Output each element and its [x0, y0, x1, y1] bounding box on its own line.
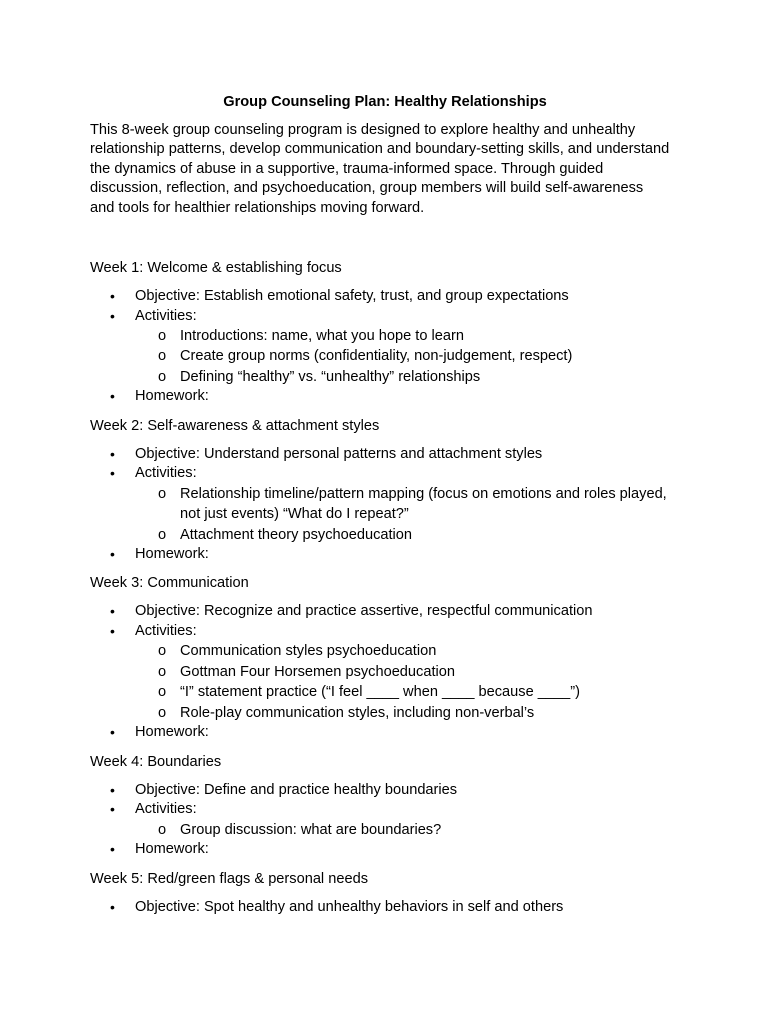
activity-text: Create group norms (confidentiality, non-judgement, respect): [180, 348, 573, 365]
activity-item: [135, 703, 670, 723]
objective-item: [90, 781, 670, 801]
activity-item: [135, 367, 670, 387]
sub-bullet-icon: o: [158, 821, 167, 838]
week-heading: Week 4: Boundaries: [90, 753, 222, 770]
activities-item: [90, 622, 670, 723]
activity-item: [135, 820, 670, 840]
activities-item: [90, 464, 670, 545]
objective-item: [90, 445, 670, 465]
objective-item: [90, 602, 670, 622]
activity-item: [135, 326, 670, 346]
activity-text: Group discussion: what are boundaries?: [180, 821, 442, 838]
week-section: [90, 869, 670, 918]
bullet-icon: •: [110, 465, 115, 482]
bullet-icon: •: [110, 622, 115, 639]
week-heading: Week 5: Red/green flags & personal needs: [90, 870, 368, 887]
activity-text: Attachment theory psychoeducation: [180, 526, 413, 543]
sub-bullet-icon: o: [158, 368, 167, 385]
activity-text: Role-play communication styles, including non-verbal’s: [180, 704, 535, 721]
activity-text: Gottman Four Horsemen psychoeducation: [180, 663, 455, 680]
bullet-icon: •: [110, 545, 115, 562]
objective-text: Objective: Spot healthy and unhealthy behaviors in self and others: [135, 898, 564, 915]
homework-label: Homework:: [135, 545, 209, 562]
objective-item: [90, 898, 670, 918]
sub-bullet-icon: o: [158, 485, 167, 502]
objective-item: [90, 287, 670, 307]
week-list: [90, 602, 670, 742]
objective-text: Objective: Establish emotional safety, trust, and group expectations: [135, 288, 569, 305]
activities-list: [135, 641, 670, 723]
bullet-icon: •: [110, 288, 115, 305]
activities-list: [135, 484, 670, 545]
homework-item: [90, 545, 670, 565]
sub-bullet-icon: o: [158, 643, 167, 660]
activity-text: Communication styles psychoeducation: [180, 643, 437, 660]
week-list: [90, 898, 670, 918]
sub-bullet-icon: o: [158, 328, 167, 345]
week-section: [90, 416, 670, 565]
week-list: [90, 287, 670, 407]
activities-item: [90, 800, 670, 840]
activities-label: Activities:: [135, 465, 197, 482]
bullet-icon: •: [110, 388, 115, 405]
bullet-icon: •: [110, 841, 115, 857]
sub-bullet-icon: o: [158, 348, 167, 365]
objective-text: Objective: Define and practice healthy boundaries: [135, 781, 458, 798]
activities-label: Activities:: [135, 307, 197, 324]
intro-paragraph: This 8-week group counseling program is designed to explore healthy and unhealthy relationship patterns, develop communication and boundary-setting skills, and understand the dynamics of abuse in a supportive, trauma-informed space. Through guided discussion, reflection, and psychoeducation, group members will build self-awareness and tools for healthier relationships moving forward.: [90, 122, 670, 216]
week-heading: Week 2: Self-awareness & attachment styles: [90, 417, 380, 434]
bullet-icon: •: [110, 781, 115, 798]
sub-bullet-icon: o: [158, 704, 167, 721]
homework-item: [90, 387, 670, 407]
homework-item: [90, 840, 670, 860]
week-heading: Week 1: Welcome & establishing focus: [90, 260, 342, 277]
activity-text: “I” statement practice (“I feel ____ when ____ because ____”): [180, 684, 580, 701]
week-section: [90, 258, 670, 407]
document-page: [90, 92, 670, 917]
activity-item: [135, 662, 670, 682]
activity-item: [135, 346, 670, 366]
activities-list: [135, 820, 670, 840]
activity-text: Introductions: name, what you hope to learn: [180, 328, 464, 345]
sub-bullet-icon: o: [158, 684, 167, 701]
activity-item: [135, 682, 670, 702]
homework-label: Homework:: [135, 388, 209, 405]
bullet-icon: •: [110, 307, 115, 324]
activity-item: [135, 484, 670, 525]
week-list: [90, 781, 670, 860]
week-section: [90, 752, 670, 860]
activity-text: Defining “healthy” vs. “unhealthy” relationships: [180, 368, 481, 385]
activities-label: Activities:: [135, 801, 197, 818]
activity-text: Relationship timeline/pattern mapping (focus on emotions and roles played, not just events) “What do I repeat?”: [180, 485, 667, 523]
week-section: [90, 573, 670, 742]
document-title: Group Counseling Plan: Healthy Relationships: [223, 94, 547, 110]
bullet-icon: •: [110, 801, 115, 818]
bullet-icon: •: [110, 603, 115, 620]
activities-label: Activities:: [135, 622, 197, 639]
week-list: [90, 445, 670, 565]
bullet-icon: •: [110, 724, 115, 741]
objective-text: Objective: Recognize and practice assertive, respectful communication: [135, 603, 593, 620]
homework-item: [90, 723, 670, 743]
activity-item: [135, 641, 670, 661]
homework-label: Homework:: [135, 841, 209, 857]
homework-label: Homework:: [135, 724, 209, 741]
objective-text: Objective: Understand personal patterns and attachment styles: [135, 445, 543, 462]
sub-bullet-icon: o: [158, 663, 167, 680]
bullet-icon: •: [110, 898, 115, 915]
bullet-icon: •: [110, 445, 115, 462]
sub-bullet-icon: o: [158, 526, 167, 543]
activity-item: [135, 525, 670, 545]
week-heading: Week 3: Communication: [90, 575, 249, 592]
activities-list: [135, 326, 670, 387]
activities-item: [90, 307, 670, 388]
